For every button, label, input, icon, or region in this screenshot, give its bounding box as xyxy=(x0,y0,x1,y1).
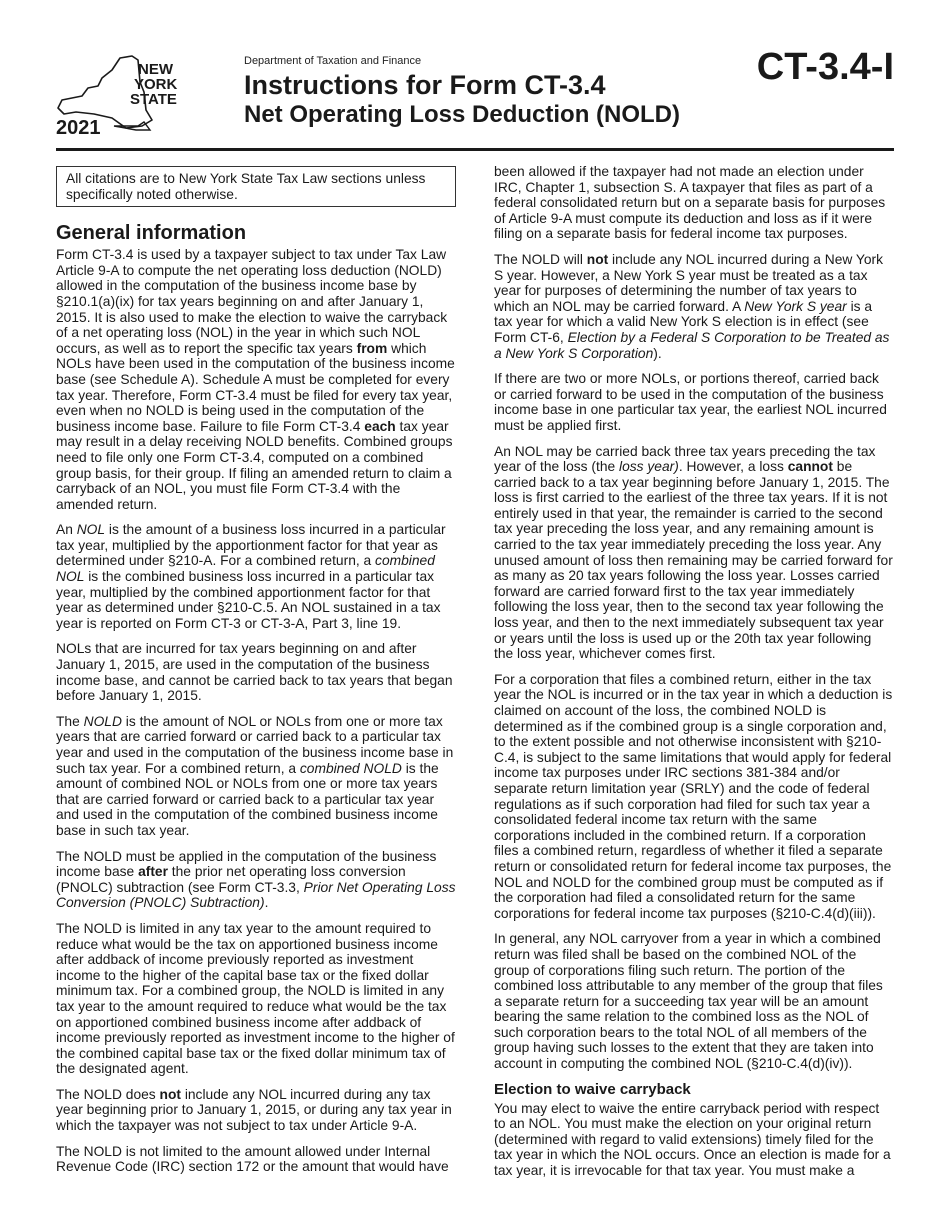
paragraph: An NOL is the amount of a business loss incurred in a particular tax year, multiplied by the apportionment factor for that year as determined under §210-A. For a combined return, a combined NOL is the combined business loss incurred in a particular tax year, multiplied by the combined apportionment factor for that year as determined under §210-C.5. An NOL sustained in a tax year is reported on Form CT-3 or CT-3-A, Part 3, line 19. xyxy=(56,522,446,631)
paragraph: Form CT-3.4 is used by a taxpayer subject to tax under Tax Law Article 9-A to compute the net operating loss deduction (NOLD) allowed in the computation of the business income base by §210.1(a)(ix) for tax years beginning on and after January 1, 2015. It is also used to make the election to waive the carryback of a net operating loss (NOL) in the year in which such NOL occurs, as well as to report the specific tax years from which NOLs have been used in the computation of the business income base (see Schedule A). Schedule A must be completed for every tax year. Therefore, Form CT-3.4 must be filed for every tax year, even when no NOLD is being used in the computation of the business income base. Failure to file Form CT-3.4 each tax year may result in a delay receiving NOLD benefits. Combined groups need to file only one Form CT-3.4, computed on a combined group basis, for their group. If filing an amended return to claim a carryback of an NOL, you must file Form CT-3.4 with the amended return. xyxy=(56,247,455,512)
paragraph: You may elect to waive the entire carryback period with respect to an NOL. You must make the election on your original return (determined with regard to valid extensions) timely filed for the tax year in which the NOL occurs. Once an election is made for a tax year, it is irrevocable for that tax year. You must make a xyxy=(494,1100,891,1179)
header-divider xyxy=(56,148,894,151)
paragraph: The NOLD must be applied in the computation of the business income base after the prior net operating loss conversion (PNOLC) subtraction (see Form CT-3.3, Prior Net Operating Loss Conversion (PNOLC) Subtraction). xyxy=(56,848,456,911)
department-name: Department of Taxation and Finance xyxy=(244,55,422,67)
citation-note: All citations are to New York State Tax Law sections unless specifically noted otherwise. xyxy=(56,166,456,207)
paragraph: For a corporation that files a combined return, either in the tax year the NOL is incurred or in the tax year in which a deduction is claimed on account of the loss, the combined NOLD is determined as if the combined group is a single corporation and, to the extent possible and not otherwise inconsistent with §210-C.4, is subject to the same limitations that would apply for federal income tax purposes under IRC sections 381-384 and/or separate return limitation year (SRLY) and the code of federal regulations as if such corporation had filed for such tax year a consolidated federal income tax return with the same corporations included in the combined return. If a corporation files a combined return, regardless of whether it filed a separate return or consolidated return for federal income tax purposes, the NOL and NOLD for the combined group must be computed as if the corporation had filed a consolidated return for the same corporations for federal income tax purposes (§210-C.4(d)(iii)). xyxy=(494,671,893,921)
paragraph: The NOLD does not include any NOL incurred during any tax year beginning prior to January 1, 2015, or during any tax year in which the taxpayer was not subject to tax under Article 9-A. xyxy=(56,1086,452,1134)
paragraph: NOLs that are incurred for tax years beginning on and after January 1, 2015, are used in the computation of the business income base, and cannot be carried back to tax years that began before January 1, 2015. xyxy=(56,641,453,704)
paragraph: The NOLD is not limited to the amount allowed under Internal Revenue Code (IRC) section 172 or the amount that would have xyxy=(56,1143,449,1175)
paragraph: An NOL may be carried back three tax years preceding the tax year of the loss (the loss year). However, a loss cannot be carried back to a tax year beginning before January 1, 2015. The loss is first carried to the earliest of the three tax years. If it is not entirely used in that year, the remainder is carried to the second tax year preceding the loss year, and any remaining amount is carried to the tax year immediately preceding the loss year. Any unused amount of loss then remaining may be carried forward for as many as 20 tax years following the loss year. Losses carried forward are carried forward first to the tax year immediately following the loss year, then to the second tax year following the loss year, and then to the next immediately subsequent tax year or years until the loss is used up or the 20th tax year following the loss year, whichever comes first. xyxy=(494,443,893,662)
page-header xyxy=(0,0,950,160)
page-subtitle: Net Operating Loss Deduction (NOLD) xyxy=(244,101,681,128)
right-column xyxy=(494,164,894,1189)
form-code: CT-3.4-I xyxy=(756,46,894,88)
paragraph: In general, any NOL carryover from a year in which a combined return was filed shall be based on the combined NOL of the group of corporations filing such return. The portion of the combined loss attributable to any member of the group that files a separate return for a succeeding tax year will be an amount bearing the same relation to the combined loss as the NOL of such corporation bears to the total NOL of all members of the group having such losses to the extent that they are taken into account in computing the combined NOL (§210-C.4(d)(iv)). xyxy=(494,931,883,1072)
left-column xyxy=(56,166,456,1185)
logo-year: 2021 xyxy=(56,117,101,136)
paragraph: The NOLD will not include any NOL incurred during a New York S year. However, a New York S year must be treated as a tax year for purposes of determining the number of tax years to which an NOL may be carried forward. A New York S year is a tax year for which a valid New York S election is in effect (see Form CT-6, Election by a Federal S Corporation to be Treated as a New York S Corporation). xyxy=(494,251,890,361)
paragraph: been allowed if the taxpayer had not made an election under IRC, Chapter 1, subsection S. A taxpayer that files as part of a federal consolidated return but on a separate basis for purposes of Article 9-A must compute its deduction and loss as if it were filing on a separate basis for federal income tax purposes. xyxy=(494,164,886,242)
paragraph: The NOLD is the amount of NOL or NOLs from one or more tax years that are carried forward or carried back to a particular tax year and used in the computation of the business income base in such tax year. For a combined return, a combined NOLD is the amount of combined NOL or NOLs from one or more tax years that are carried forward or carried back to a particular tax year and used in the computation of the combined business income base in such tax year. xyxy=(56,713,454,838)
page-title: Instructions for Form CT-3.4 xyxy=(244,70,606,100)
subheading-election-to-waive-carryback: Election to waive carryback xyxy=(494,1080,691,1098)
new-york-state-logo xyxy=(54,52,204,136)
paragraph: If there are two or more NOLs, or portions thereof, carried back or carried forward to be used in the computation of the business income base in one particular tax year, the earliest NOL incurred must be applied first. xyxy=(494,371,887,433)
logo-word-new: NEW xyxy=(138,61,173,78)
paragraph: The NOLD is limited in any tax year to the amount required to reduce what would be the tax on apportioned business income after addback of income previously reported as investment income to the higher of the capital base tax or the fixed dollar minimum tax. For a combined group, the NOLD is limited in any tax year to the amount required to reduce what would be the tax on apportioned combined business income after addback of income previously reported as investment income to the higher of the combined capital base tax or the fixed dollar minimum tax of the designated agent. xyxy=(56,920,455,1077)
section-heading-general-information: General information xyxy=(56,222,247,245)
logo-word-state: STATE xyxy=(130,91,177,108)
logo-word-york: YORK xyxy=(134,76,178,93)
